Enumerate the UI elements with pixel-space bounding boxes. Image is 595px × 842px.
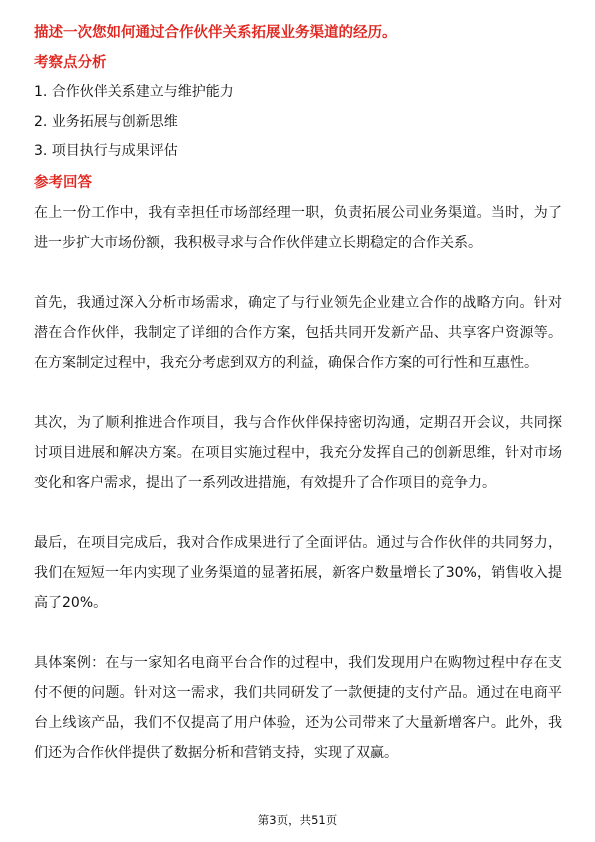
answer-paragraph: 其次，为了顺利推进合作项目，我与合作伙伴保持密切沟通，定期召开会议，共同探讨项目进展和解决方案。在项目实施过程中，我充分发挥自己的创新思维，针对市场变化和客户需求，提出了一系列改进措施，有效提升了合作项目的竞争力。 (34, 415, 562, 491)
analysis-point: 3. 项目执行与成果评估 (34, 143, 178, 159)
answer-paragraph: 最后，在项目完成后，我对合作成果进行了全面评估。通过与合作伙伴的共同努力，我们在短短一年内实现了业务渠道的显著拓展，新客户数量增长了30%，销售收入提高了20%。 (34, 535, 562, 611)
answer-paragraph: 在上一份工作中，我有幸担任市场部经理一职，负责拓展公司业务渠道。当时，为了进一步扩大市场份额，我积极寻求与合作伙伴建立长期稳定的合作关系。 (34, 205, 562, 251)
answer-body (34, 198, 562, 798)
analysis-point: 2. 业务拓展与创新思维 (34, 113, 178, 130)
question-title: 描述一次您如何通过合作伙伴关系拓展业务渠道的经历。 (34, 25, 397, 41)
analysis-points-list (34, 78, 564, 167)
answer-heading: 参考回答 (34, 175, 92, 191)
answer-paragraph: 首先，我通过深入分析市场需求，确定了与行业领先企业建立合作的战略方向。针对潜在合作伙伴，我制定了详细的合作方案，包括共同开发新产品、共享客户资源等。在方案制定过程中，我充分考虑到双方的利益，确保合作方案的可行性和互惠性。 (34, 295, 562, 371)
analysis-point: 1. 合作伙伴关系建立与维护能力 (34, 84, 234, 100)
page-number-footer: 第3页，共51页 (257, 813, 338, 827)
answer-paragraph: 具体案例：在与一家知名电商平台合作的过程中，我们发现用户在购物过程中存在支付不便的问题。针对这一需求，我们共同研发了一款便捷的支付产品。通过在电商平台上线该产品，我们不仅提高了用户体验，还为公司带来了大量新增客户。此外，我们还为合作伙伴提供了数据分析和营销支持，实现了双赢。 (34, 655, 562, 761)
analysis-heading: 考察点分析 (34, 55, 107, 71)
